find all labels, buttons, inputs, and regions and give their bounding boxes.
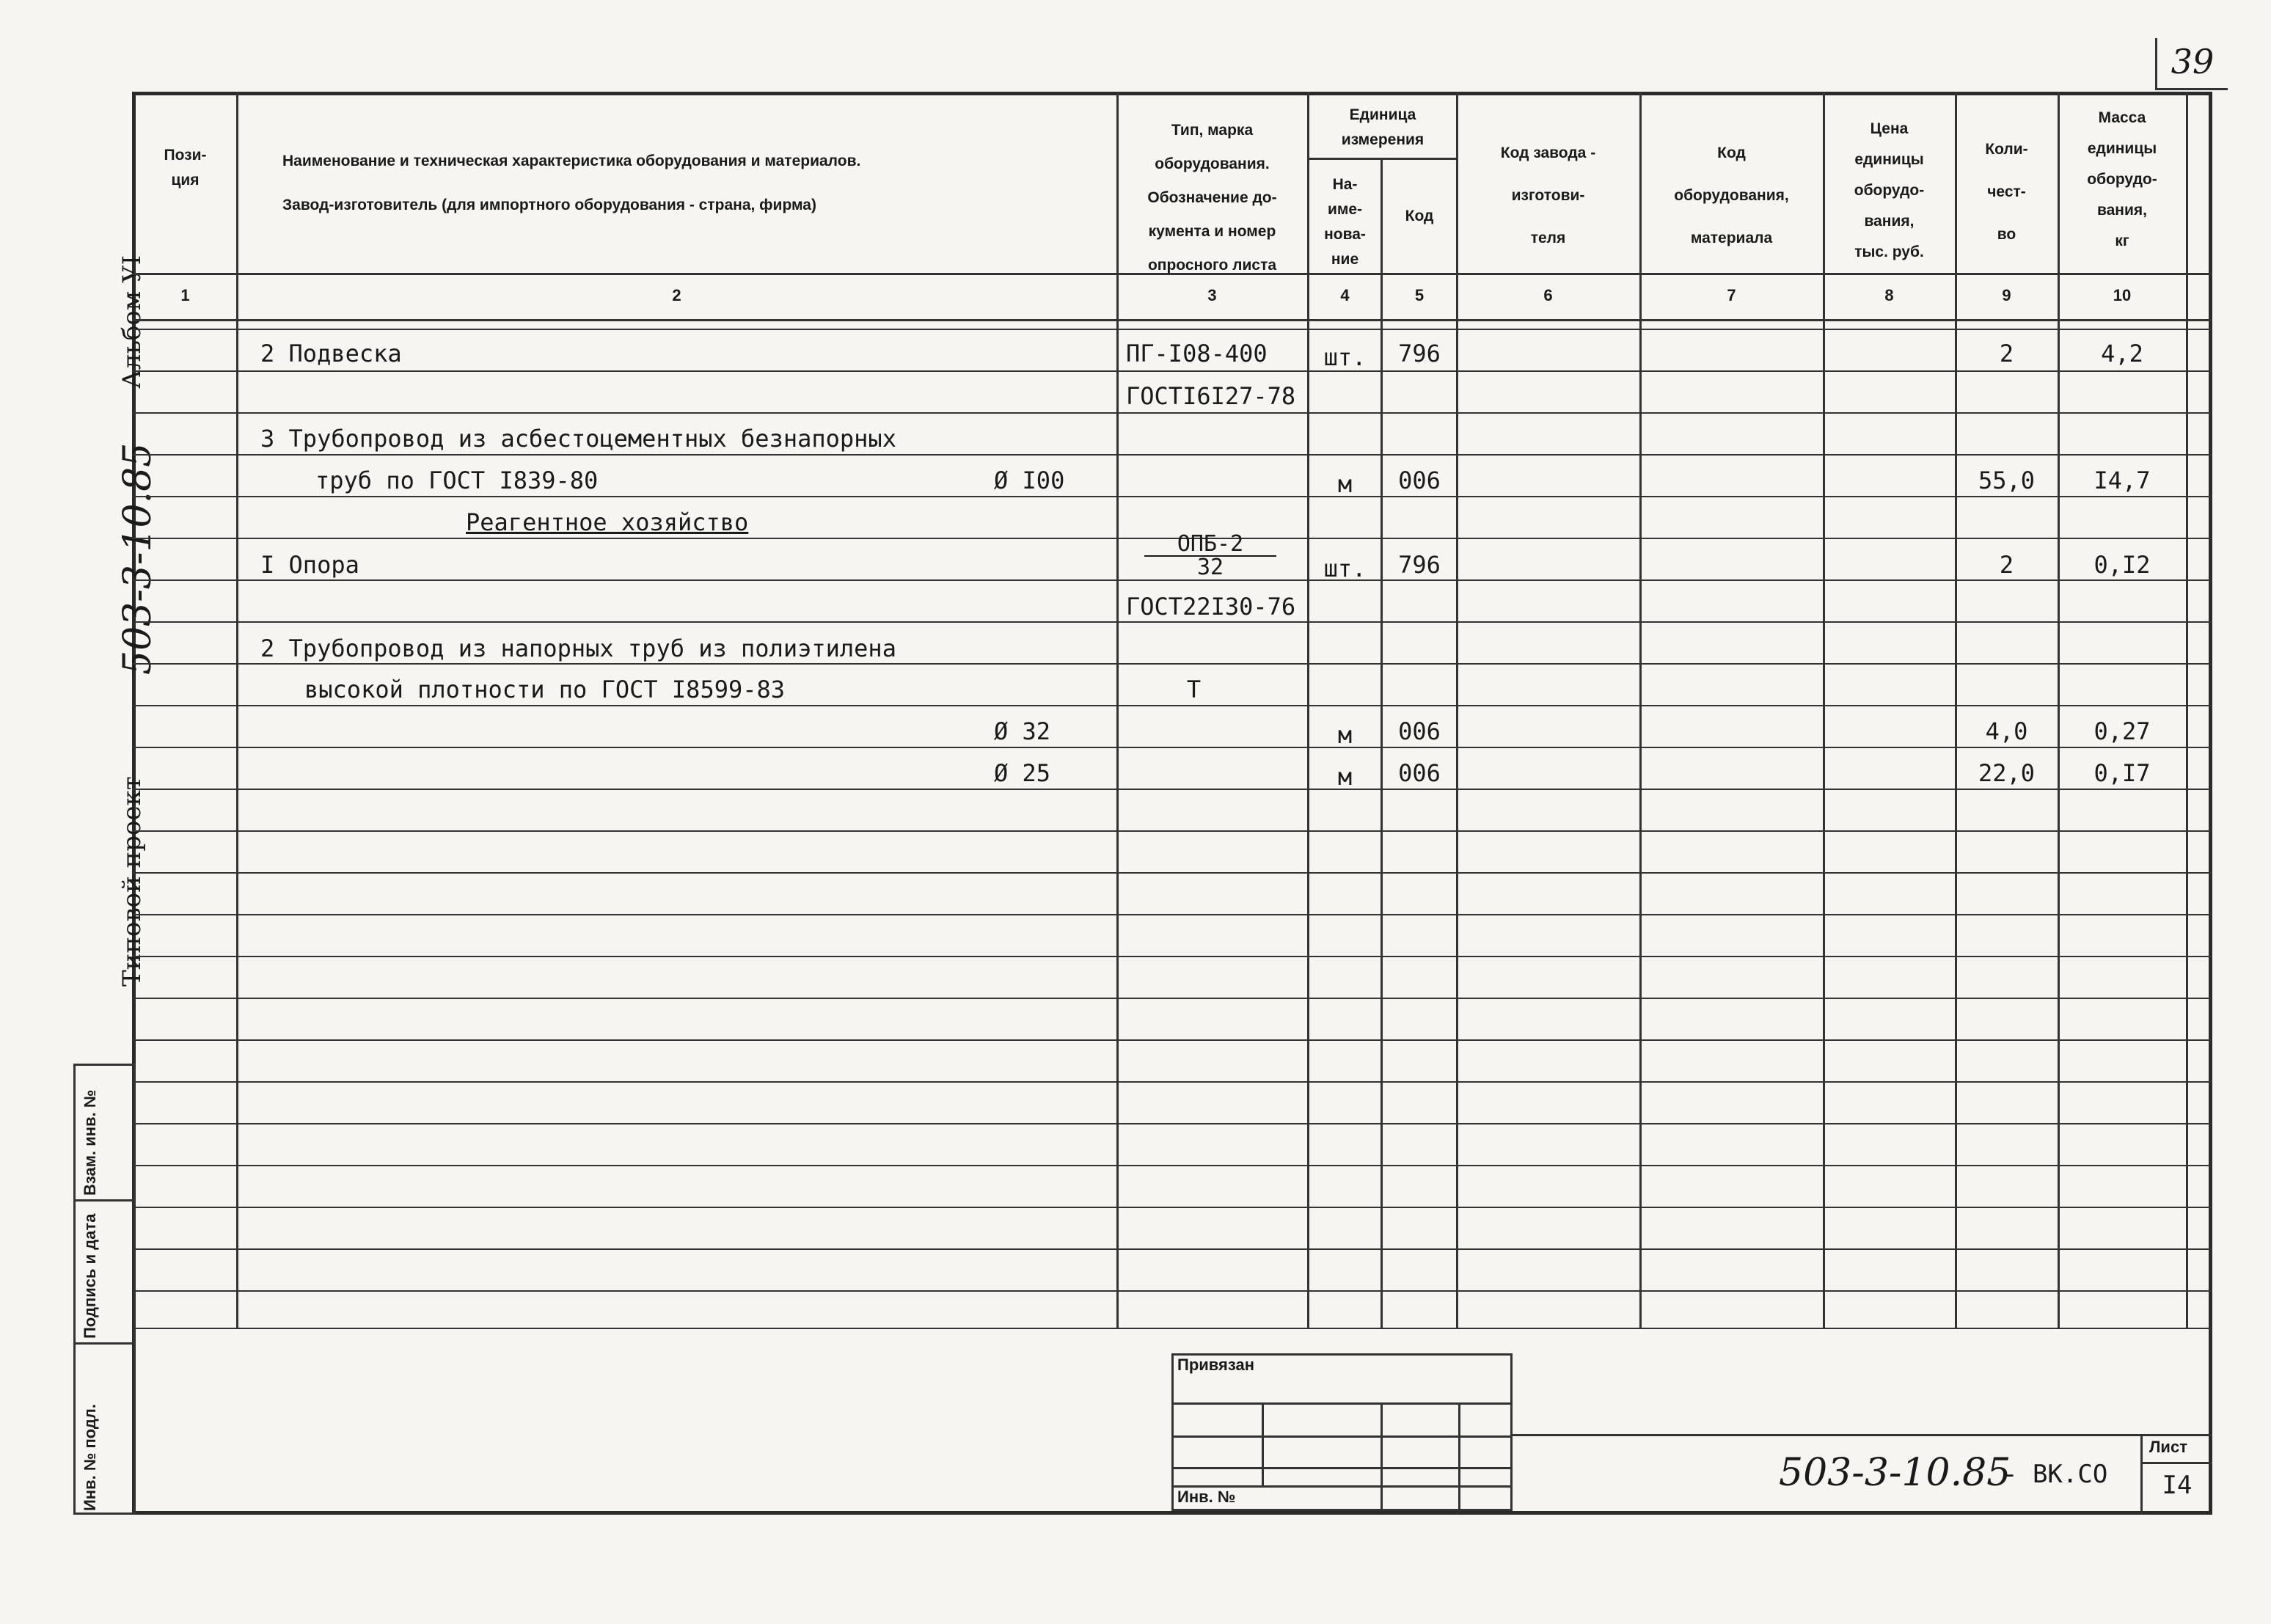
row-line: [132, 1248, 2212, 1250]
row-line: [132, 496, 2212, 497]
colnum-9: 9: [2002, 286, 2011, 304]
stamp-inv-label: Инв. № подл.: [81, 1404, 99, 1511]
stamp-sign-label: Подпись и дата: [81, 1213, 99, 1339]
row-unit: шт.: [1323, 555, 1367, 582]
row-line: [132, 329, 2212, 330]
row-name: высокой плотности по ГОСТ I8599-83: [304, 676, 786, 703]
colnum-6: 6: [1543, 286, 1553, 304]
row-code: 006: [1398, 717, 1441, 745]
colnum-7: 7: [1727, 286, 1736, 304]
row-line: [132, 1207, 2212, 1208]
tb-line: [1171, 1402, 1513, 1405]
row-type: ГОСТI6I27-78: [1126, 382, 1296, 410]
row-code: 006: [1398, 467, 1441, 494]
colnum-2: 2: [672, 286, 681, 304]
row-name: 2 Подвеска: [260, 340, 402, 367]
colnum-10: 10: [2113, 286, 2132, 304]
typical-project-label: Типовой проект: [117, 776, 147, 987]
row-line: [132, 370, 2212, 372]
row-name: 3 Трубопровод из асбестоцементных безнапорных: [260, 425, 896, 453]
tb-line: [1458, 1402, 1460, 1511]
tb-line: [1171, 1435, 1513, 1438]
row-name: I Опора: [260, 551, 359, 579]
hdr-name: Наименование и техническая характеристика оборудования и материалов. Завод-изготовитель (для импортного оборудования - страна, фирма): [282, 153, 861, 213]
project-code-side: 503-3-10.85: [116, 442, 160, 675]
colnum-bottom-line: [132, 319, 2212, 321]
row-code: 006: [1398, 759, 1441, 787]
row-line: [132, 1123, 2212, 1124]
stamp-divider: [73, 1342, 136, 1345]
colnum-3: 3: [1207, 286, 1217, 304]
tb-line: [1380, 1402, 1383, 1511]
col-line: [2186, 92, 2188, 1328]
colnum-4: 4: [1340, 286, 1350, 304]
row-unit: м: [1337, 763, 1353, 791]
hdr-qty: Коли- чест- во: [1985, 141, 2028, 243]
row-line: [132, 705, 2212, 706]
row-qty: 55,0: [1978, 467, 2036, 494]
row-line: [132, 1039, 2212, 1041]
col-line: [2058, 92, 2060, 1328]
row-line: [132, 1165, 2212, 1166]
row-line: [132, 579, 2212, 581]
row-diameter: Ø 25: [994, 759, 1051, 787]
tb-line: [2140, 1462, 2212, 1464]
row-type-fraction: ОПБ-2 32: [1144, 533, 1276, 579]
album-label: Альбом УI: [117, 255, 147, 389]
row-type: ПГ-I08-400: [1126, 340, 1268, 367]
corner-sheet-number: 39: [2155, 38, 2228, 90]
row-diameter: Ø I00: [994, 467, 1065, 494]
document-code: 503-3-10.85: [1779, 1451, 2011, 1495]
col-line: [236, 92, 238, 1328]
row-line: [132, 621, 2212, 623]
row-line: [132, 747, 2212, 748]
row-line: [132, 914, 2212, 915]
row-type: Т: [1186, 676, 1202, 703]
hdr-maker: Код завода - изготови- теля: [1500, 145, 1596, 246]
row-name: труб по ГОСТ I839-80: [315, 467, 599, 494]
unit-header-divider: [1307, 158, 1456, 160]
row-line: [132, 663, 2212, 665]
colnum-1: 1: [180, 286, 190, 304]
col-line: [1307, 92, 1309, 1328]
row-line: [132, 1290, 2212, 1292]
colnum-5: 5: [1414, 286, 1425, 304]
hdr-price: Цена единицы оборудо- вания, тыс. руб.: [1854, 120, 1925, 260]
colnum-8: 8: [1884, 286, 1894, 304]
hdr-unit-code: Код: [1405, 208, 1434, 224]
row-line: [132, 998, 2212, 999]
row-line: [132, 454, 2212, 456]
hdr-unit-name: На- име- нова- ние: [1324, 176, 1366, 268]
row-mass: 0,27: [2093, 717, 2151, 745]
sheet-value: I4: [2162, 1471, 2193, 1500]
hdr-equip-code: Код оборудования, материала: [1674, 145, 1789, 246]
row-line: [132, 956, 2212, 957]
row-qty: 4,0: [1985, 717, 2028, 745]
row-mass: 0,I7: [2093, 759, 2151, 787]
hdr-position: Пози- ция: [164, 147, 207, 189]
privyazan-label: Привязан: [1177, 1356, 1255, 1374]
row-mass: 4,2: [2101, 340, 2143, 367]
row-qty: 22,0: [1978, 759, 2036, 787]
tb-line: [1513, 1434, 2212, 1436]
inv-no-label: Инв. №: [1177, 1488, 1236, 1506]
row-mass: I4,7: [2093, 467, 2151, 494]
row-name: 2 Трубопровод из напорных труб из полиэтилена: [260, 634, 896, 662]
row-mass: 0,I2: [2093, 551, 2151, 579]
col-line: [1823, 92, 1825, 1328]
col-line: [1639, 92, 1642, 1328]
hdr-mass: Масса единицы оборудо- вания, кг: [2087, 109, 2157, 249]
stamp-replace-label: Взам. инв. №: [81, 1089, 99, 1196]
row-diameter: Ø 32: [994, 717, 1051, 745]
row-line: [132, 830, 2212, 832]
tb-line: [1171, 1467, 1513, 1469]
row-qty: 2: [1999, 551, 2014, 579]
row-code: 796: [1398, 340, 1441, 367]
row-type: ГОСТ22I30-76: [1126, 593, 1296, 621]
tb-line: [1262, 1402, 1264, 1485]
drawing-frame: [132, 92, 2212, 1515]
row-unit: шт.: [1323, 343, 1367, 371]
hdr-unit-group: Единица измерения: [1341, 106, 1425, 148]
row-line: [132, 1328, 2212, 1329]
row-line: [132, 789, 2212, 790]
row-line: [132, 412, 2212, 414]
document-suffix: - ВК.СО: [2003, 1460, 2108, 1489]
sheet-label: Лист: [2149, 1438, 2187, 1456]
row-qty: 2: [1999, 340, 2014, 367]
row-unit: м: [1337, 721, 1353, 749]
row-line: [132, 1081, 2212, 1083]
col-line: [1456, 92, 1458, 1328]
hdr-type: Тип, марка оборудования. Обозначение до- кумента и номер опросного листа: [1147, 122, 1277, 274]
section-heading: Реагентное хозяйство: [466, 508, 749, 536]
row-code: 796: [1398, 551, 1441, 579]
stamp-divider: [73, 1199, 136, 1201]
row-line: [132, 872, 2212, 874]
row-unit: м: [1337, 470, 1353, 498]
col-line: [1955, 92, 1957, 1328]
